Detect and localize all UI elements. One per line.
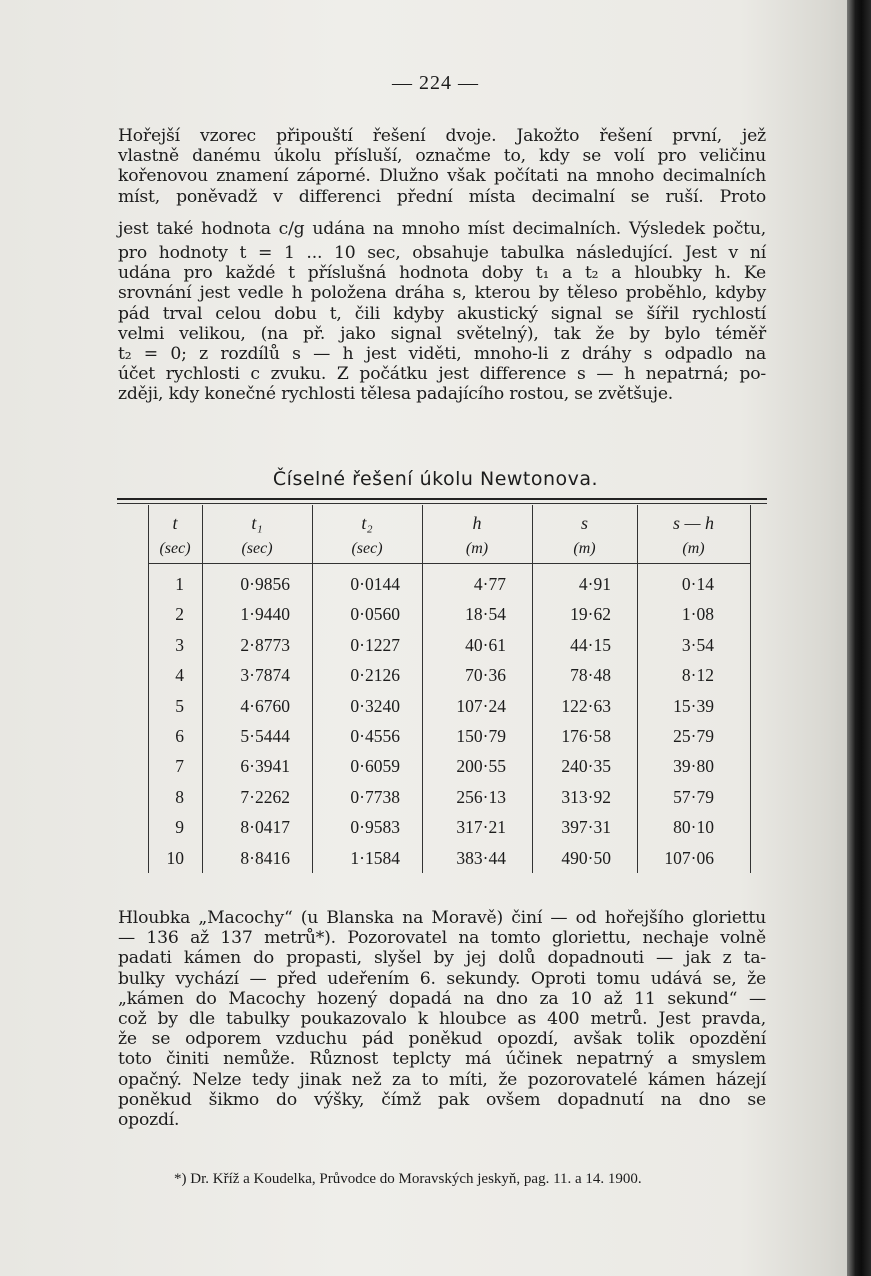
- text-line: pro hodnoty t = 1 ... 10 sec, obsahuje tabulka následující. Jest v ní: [118, 243, 766, 264]
- text-line: Hořejší vzorec připouští řešení dvoje. Jakožto řešení první, jež: [118, 126, 766, 146]
- table-heading: Číselné řešení úkolu Newtonova.: [272, 468, 599, 490]
- cell-h: 18·54: [465, 604, 506, 625]
- cell-t1: 0·9856: [240, 574, 290, 594]
- column-header-t: t: [172, 513, 178, 533]
- cell-t: 9: [175, 817, 184, 838]
- cell-h: 40·61: [465, 634, 506, 655]
- column-unit: (m): [682, 540, 705, 557]
- cell-s: 44·15: [570, 634, 611, 655]
- cell-h: 150·79: [456, 726, 506, 746]
- cell-t2: 0·1227: [350, 634, 400, 655]
- table-column-divider: [422, 505, 423, 873]
- cell-t1: 6·3941: [240, 756, 290, 777]
- table-header-rule: [148, 563, 750, 564]
- text-line: že se odporem vzduchu pád poněkud opozdí, avšak tolik opozdění: [118, 1029, 766, 1050]
- cell-s: 240·35: [561, 756, 611, 777]
- text-line: pád trval celou dobu t, čili kdyby akustický signal se šířil rychlostí: [118, 303, 766, 324]
- text-line: „kámen do Macochy hozený dopadá na dno za 10 až 11 sekund“ —: [118, 988, 766, 1009]
- cell-t: 6: [175, 726, 184, 746]
- cell-t1: 8·8416: [240, 847, 290, 868]
- text-line: t₂ = 0; z rozdílů s — h jest viděti, mnoho-li z dráhy s odpadlo na: [118, 344, 766, 365]
- cell-s-minus-h: 1·08: [681, 604, 714, 625]
- text-line: srovnání jest vedle h položena dráha s, kterou by těleso proběhlo, kdyby: [118, 283, 766, 304]
- table-column-divider: [312, 505, 313, 873]
- cell-t: 7: [175, 756, 184, 777]
- cell-s-minus-h: 80·10: [673, 817, 714, 838]
- cell-t2: 0·0560: [350, 604, 400, 625]
- table-top-rule: [117, 498, 767, 500]
- text-line: vlastně danému úkolu přísluší, označme to, kdy se volí pro veličinu: [118, 146, 766, 167]
- footnote: *) Dr. Kříž a Koudelka, Průvodce do Moravských jeskyň, pag. 11. a 14. 1900.: [174, 1171, 642, 1187]
- table-top-rule-thin: [117, 503, 767, 504]
- cell-t2: 0·2126: [350, 665, 400, 686]
- cell-t2: 0·0144: [350, 574, 400, 594]
- column-header-s-minus-h: s — h: [672, 513, 714, 533]
- cell-t2: 0·9583: [350, 817, 400, 838]
- text-line: padati kámen do propasti, slyšel by jej dolů dopadnouti — jak z ta-: [118, 948, 766, 969]
- text-line: kořenovou znamení záporné. Dlužno však počítati na mnoho decimalních: [118, 166, 766, 187]
- text-line: poněkud šikmo do výšky, čímž pak ovšem dopadnutí na dno se: [118, 1089, 766, 1110]
- text-line: opozdí.: [118, 1110, 180, 1131]
- cell-h: 317·21: [456, 817, 506, 838]
- cell-t: 8: [175, 786, 184, 807]
- cell-t: 4: [175, 665, 184, 686]
- text-line: míst, poněvadž v differenci přední místa decimalní se ruší. Proto: [118, 186, 766, 207]
- page-number: — 224 —: [392, 72, 479, 94]
- cell-t1: 5·5444: [240, 726, 290, 746]
- column-header-s: s: [580, 513, 588, 533]
- cell-s-minus-h: 25·79: [673, 726, 714, 746]
- cell-t2: 1·1584: [350, 847, 400, 868]
- table-column-divider: [202, 505, 203, 873]
- text-line: zději, kdy konečné rychlosti tělesa padajícího rostou, se zvětšuje.: [118, 384, 674, 405]
- cell-s-minus-h: 0·14: [681, 574, 714, 594]
- cell-s-minus-h: 8·12: [681, 665, 714, 686]
- book-spine-shadow: [847, 0, 871, 1276]
- column-header-t1: t₁: [251, 513, 263, 533]
- text-line: účet rychlosti c zvuku. Z počátku jest difference s — h nepatrná; po-: [118, 364, 766, 385]
- text-line: velmi velikou, (na př. jako signal světelný), tak že by bylo téměř: [118, 323, 766, 344]
- cell-s-minus-h: 15·39: [673, 695, 714, 716]
- cell-s: 19·62: [570, 604, 611, 625]
- cell-s: 313·92: [561, 786, 611, 807]
- cell-t: 1: [175, 574, 184, 594]
- cell-t1: 7·2262: [240, 786, 290, 807]
- paragraph-intro: [118, 126, 766, 405]
- paragraph-macocha: [118, 908, 766, 1130]
- cell-h: 256·13: [456, 786, 506, 807]
- text-line: opačný. Nelze tedy jinak než za to míti, že pozorovatelé kámen házejí: [118, 1069, 766, 1090]
- column-header-t2: t₂: [361, 513, 373, 533]
- cell-h: 383·44: [456, 847, 506, 868]
- cell-h: 4·77: [473, 574, 506, 594]
- cell-t1: 4·6760: [240, 695, 290, 716]
- cell-s-minus-h: 3·54: [681, 634, 714, 655]
- cell-s: 78·48: [570, 665, 611, 686]
- text-line: toto činiti nemůže. Různost teplcty má účinek nepatrný a smyslem: [118, 1049, 766, 1070]
- cell-h: 70·36: [465, 665, 506, 686]
- text-line: Hloubka „Macochy“ (u Blanska na Moravě) činí — od hořejšího gloriettu: [118, 908, 766, 928]
- text-line: — 136 až 137 metrů*). Pozorovatel na tomto gloriettu, nechaje volně: [118, 928, 766, 949]
- column-unit: (sec): [241, 540, 273, 557]
- column-unit: (m): [465, 540, 489, 557]
- cell-t: 5: [175, 695, 184, 716]
- cell-t2: 0·6059: [350, 756, 400, 777]
- text-line: udána pro každé t příslušná hodnota doby t₁ a t₂ a hloubky h. Ke: [118, 263, 766, 284]
- table-column-divider: [532, 505, 533, 873]
- cell-h: 200·55: [456, 756, 506, 777]
- cell-t2: 0·7738: [350, 786, 400, 807]
- table-column-divider: [148, 505, 149, 873]
- cell-s: 4·91: [578, 574, 611, 594]
- cell-s-minus-h: 57·79: [673, 786, 714, 807]
- cell-t1: 3·7874: [240, 665, 290, 686]
- text-line: což by dle tabulky poukazovalo k hloubce as 400 metrů. Jest pravda,: [118, 1009, 766, 1030]
- cell-t2: 0·3240: [350, 695, 400, 716]
- column-unit: (sec): [159, 540, 191, 557]
- cell-s: 397·31: [561, 817, 611, 838]
- cell-t: 3: [175, 634, 184, 655]
- text-line: bulky vychází — před udeřením 6. sekundy. Oproti tomu udává se, že: [118, 968, 766, 989]
- cell-s: 122·63: [561, 695, 611, 716]
- cell-s: 176·58: [561, 726, 611, 746]
- cell-h: 107·24: [456, 695, 506, 716]
- cell-t2: 0·4556: [350, 726, 400, 746]
- text-line: jest také hodnota c/g udána na mnoho míst decimalních. Výsledek počtu,: [118, 218, 766, 239]
- column-unit: (sec): [351, 540, 383, 557]
- table-column-divider: [637, 505, 638, 873]
- cell-t1: 1·9440: [240, 604, 290, 625]
- cell-t: 10: [166, 847, 184, 868]
- cell-t: 2: [175, 604, 184, 625]
- cell-t1: 2·8773: [240, 634, 290, 655]
- cell-s-minus-h: 39·80: [673, 756, 714, 777]
- table-column-divider: [750, 505, 751, 873]
- cell-s: 490·50: [561, 847, 611, 868]
- cell-s-minus-h: 107·06: [664, 847, 714, 868]
- column-header-h: h: [472, 513, 482, 533]
- cell-t1: 8·0417: [240, 817, 290, 838]
- column-unit: (m): [573, 540, 596, 557]
